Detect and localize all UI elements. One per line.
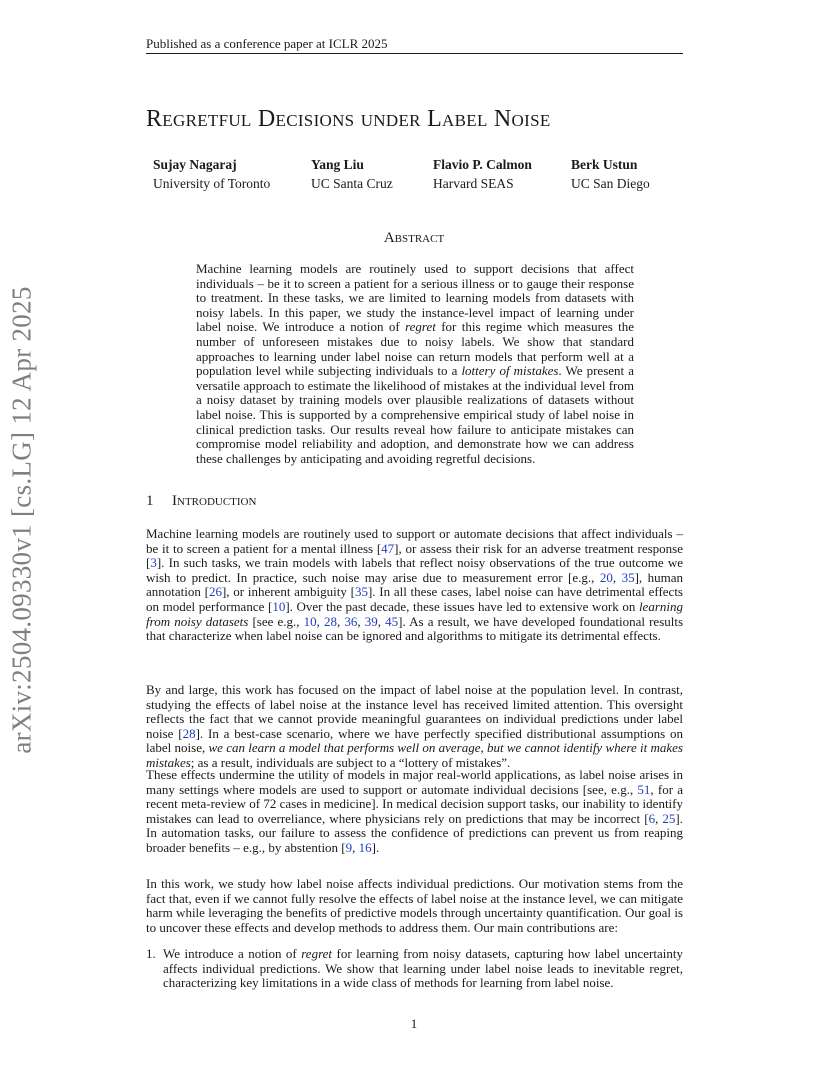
intro-paragraph-2: By and large, this work has focused on the impact of label noise at the population level. In contrast, studying the effects of label noise at the instance level has received limited attention. This oversight reflects the fact that we cannot provide meaningful guarantees on individual predictions under label noise [28]. In a best-case scenario, where we have perfectly specified distributional assumptions on label noise, we can learn a model that performs well on average, but we cannot identify where it makes mistakes; as a result, individuals are subject to a “lottery of mistakes”.: [146, 682, 683, 770]
citation-link[interactable]: 28: [324, 613, 338, 629]
citation-link[interactable]: 35: [354, 584, 368, 600]
citation-link[interactable]: 28: [182, 725, 196, 741]
emphasis: learning from noisy datasets: [146, 598, 683, 629]
abstract-body: Machine learning models are routinely used to support decisions that affect individuals – be it to screen a patient for a serious illness or to gauge their response to treatment. In these tasks, we are limited to learning models from datasets with noisy labels. In this paper, we study the instance-level impact of learning under label noise. We introduce a notion of regret for this regime which measures the number of unforeseen mistakes due to noisy labels. We show that standard approaches to learning under label noise can return models that perform well at a population level while subjecting individuals to a lottery of mistakes. We present a versatile approach to estimate the likelihood of mistakes at the individual level from a noisy dataset by training models over plausible realizations of datasets without label noise. This is supported by a comprehensive empirical study of label noise in clinical prediction tasks. Our results reveal how failure to anticipate mistakes can compromise model reliability and adoption, and demonstrate how we can address these challenges by anticipating and avoiding regretful decisions.: [196, 261, 634, 466]
citation-link[interactable]: 9: [345, 839, 353, 855]
paper-title: Regretful Decisions under Label Noise: [146, 106, 551, 132]
page-number: 1: [410, 1016, 418, 1031]
emphasis: lottery of mistakes: [461, 363, 559, 379]
author-name: Sujay Nagaraj: [153, 157, 237, 172]
section-title: Introduction: [172, 493, 257, 509]
citation-link[interactable]: 10: [303, 613, 317, 629]
header-rule: [146, 53, 683, 54]
citation-link[interactable]: 25: [662, 810, 676, 826]
running-header: Published as a conference paper at ICLR 2025: [146, 36, 388, 51]
author-block-2: [311, 155, 393, 193]
author-affiliation: UC Santa Cruz: [311, 176, 393, 191]
intro-paragraph-1: Machine learning models are routinely used to support or automate decisions that affect individuals – be it to screen a patient for a mental illness [47], or assess their risk for an adverse treatment response [3]. In such tasks, we train models with labels that reflect noisy observations of the true outcome we wish to predict. In practice, such noise may arise due to measurement error [e.g., 20, 35], human annotation [26], or inherent ambiguity [35]. In all these cases, label noise can have detrimental effects on model performance [10]. Over the past decade, these issues have led to extensive work on learning from noisy datasets [see e.g., 10, 28, 36, 39, 45]. As a result, we have developed foundational results that characterize when label noise can be ignored and algorithms to mitigate its detrimental effects.: [146, 526, 684, 644]
author-affiliation: UC San Diego: [571, 176, 650, 191]
contribution-list-item: [146, 947, 683, 991]
author-affiliation: Harvard SEAS: [433, 176, 514, 191]
citation-link[interactable]: 10: [272, 598, 286, 614]
citation-link[interactable]: 3: [150, 555, 157, 571]
citation-link[interactable]: 47: [381, 540, 395, 556]
citation-link[interactable]: 36: [344, 613, 358, 629]
section-heading: [146, 493, 256, 510]
intro-paragraph-3: These effects undermine the utility of models in major real-world applications, as label noise arises in many settings where models are used to support or automate individual decisions [see, e.g., 51, for a recent meta-review of 72 cases in medicine]. In medical decision support tasks, our inability to identify mistakes can lead to overreliance, where physicians rely on predictions that may be incorrect [6, 25]. In automation tasks, our failure to assess the confidence of predictions can prevent us from reaping broader benefits – e.g., by abstention [9, 16].: [146, 767, 684, 855]
citation-link[interactable]: 26: [208, 584, 222, 600]
author-name: Yang Liu: [311, 157, 364, 172]
author-block-3: [433, 155, 532, 193]
citation-link[interactable]: 16: [358, 839, 372, 855]
citation-link[interactable]: 39: [364, 613, 378, 629]
list-item-content: We introduce a notion of regret for learning from noisy datasets, capturing how label uncertainty affects individual predictions. We show that learning under label noise leads to inevitable regret, characterizing key limitations in a wide class of methods for learning from label noise.: [163, 946, 683, 991]
emphasis: regret: [405, 319, 436, 335]
author-block-1: [153, 155, 270, 193]
author-affiliation: University of Toronto: [153, 176, 271, 191]
author-name: Berk Ustun: [571, 157, 638, 172]
list-marker: 1.: [146, 946, 156, 961]
author-name: Flavio P. Calmon: [433, 157, 532, 172]
intro-paragraph-4: In this work, we study how label noise affects individual predictions. Our motivation stems from the fact that, even if we cannot fully resolve the effects of label noise at the instance level, we can mitigate harm while leveraging the benefits of predictive models through uncertainty quantification. Our goal is to uncover these effects and develop methods to address them. Our main contributions are:: [146, 876, 683, 935]
citation-link[interactable]: 20: [599, 569, 613, 585]
citation-link[interactable]: 6: [648, 810, 656, 826]
emphasis: we can learn a model that performs well on average, but we cannot identify where it makes mistakes: [146, 740, 683, 770]
abstract-heading: Abstract: [383, 230, 445, 246]
citation-link[interactable]: 45: [385, 613, 399, 629]
section-number: 1: [146, 493, 154, 509]
author-block-4: [571, 155, 650, 193]
citation-link[interactable]: 35: [621, 569, 635, 585]
emphasis: regret: [301, 946, 333, 961]
citation-link[interactable]: 51: [637, 781, 651, 797]
arxiv-watermark-text: arXiv:2504.09330v1 [cs.LG] 12 Apr 2025: [6, 286, 37, 754]
